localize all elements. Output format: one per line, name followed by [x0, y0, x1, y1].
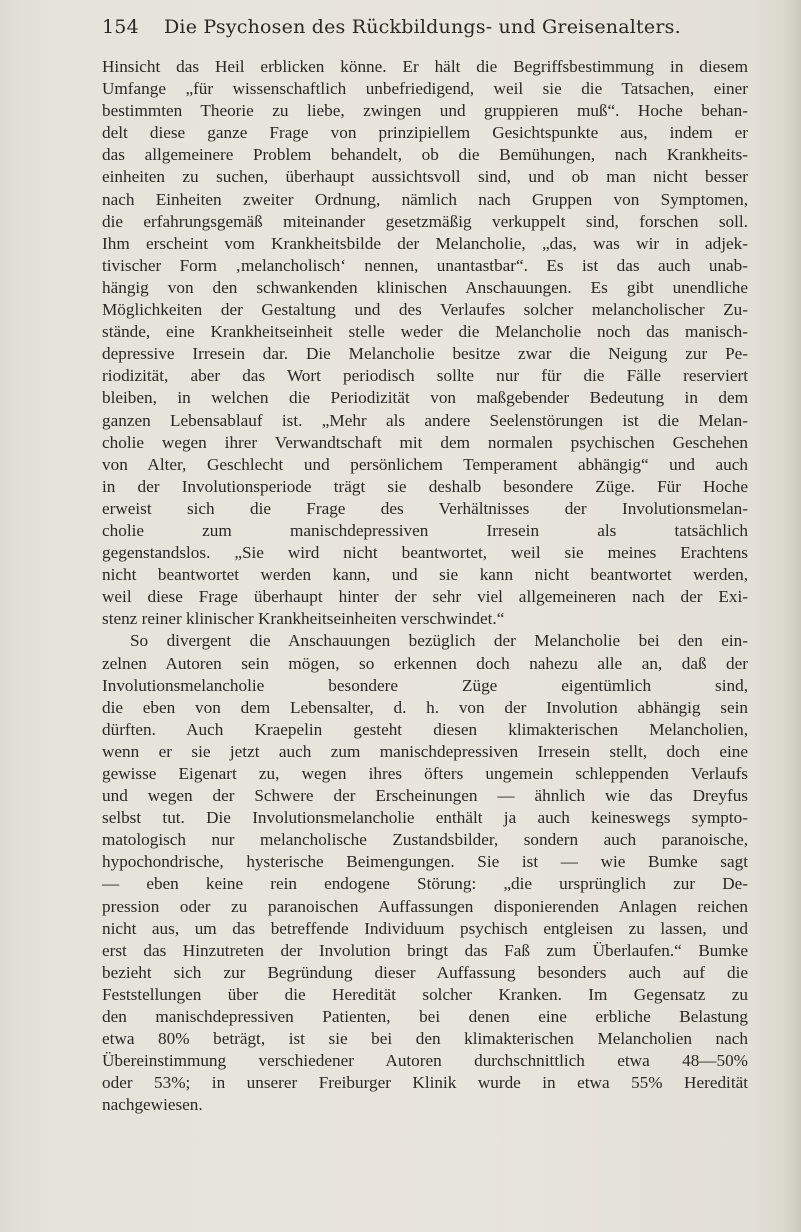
text-line: tivischer Form ‚melancholisch‘ nennen, unantastbar“. Es ist das auch unab- [102, 255, 748, 275]
text-line: hängig von den schwankenden klinischen Anschauungen. Es gibt unendliche [102, 277, 748, 297]
text-line: Umfange „für wissenschaftlich unbefriedigend, weil sie die Tatsachen, einer [102, 79, 748, 99]
text-line: gegenstandslos. „Sie wird nicht beantwortet, weil sie meines Erachtens [102, 543, 748, 563]
text-line: hypochondrische, hysterische Beimengungen. Sie ist — wie Bumke sagt [102, 852, 748, 872]
page-number: 154 [102, 16, 139, 38]
text-line: delt diese ganze Frage von prinzipiellem Gesichtspunkte aus, indem er [102, 123, 748, 143]
text-line: weil diese Frage überhaupt hinter der sehr viel allgemeineren nach der Exi- [102, 587, 748, 607]
text-line: Ihm erscheint vom Krankheitsbilde der Melancholie, „das, was wir in adjek- [102, 233, 748, 253]
text-line: So divergent die Anschauungen bezüglich der Melancholie bei den ein- [130, 631, 748, 651]
text-line: — eben keine rein endogene Störung: „die ursprünglich zur De- [102, 874, 748, 894]
text-line: erweist sich die Frage des Verhältnisses der Involutionsmelan- [102, 498, 748, 518]
text-line: das allgemeinere Problem behandelt, ob die Bemühungen, nach Krankheits- [102, 145, 748, 165]
text-line: nach Einheiten zweiter Ordnung, nämlich nach Gruppen von Symptomen, [102, 189, 748, 209]
text-line: cholie wegen ihrer Verwandtschaft mit dem normalen psychischen Geschehen [102, 432, 748, 452]
page-edge-shadow [783, 0, 801, 1232]
text-line: Möglichkeiten der Gestaltung und des Verlaufes solcher melancholischer Zu- [102, 300, 748, 320]
text-line: zelnen Autoren sein mögen, so erkennen doch nahezu alle an, daß der [102, 653, 748, 673]
text-line: gewisse Eigenart zu, wegen ihres öfters ungemein schleppenden Verlaufs [102, 764, 748, 783]
text-line: einheiten zu suchen, überhaupt aussichtsvoll sind, und ob man nicht besser [102, 167, 748, 187]
text-line: Feststellungen über die Heredität solcher Kranken. Im Gegensatz zu [102, 984, 748, 1004]
body-text [102, 56, 748, 1117]
text-line: pression oder zu paranoischen Auffassungen disponierenden Anlagen reichen [102, 896, 748, 916]
text-line: bleiben, in welchen die Periodizität von maßgebender Bedeutung in dem [102, 388, 748, 408]
text-line: erst das Hinzutreten der Involution bringt das Faß zum Überlaufen.“ Bumke [102, 940, 748, 960]
text-line: nicht aus, um das betreffende Individuum psychisch entgleisen zu lassen, und [102, 918, 748, 938]
text-line: oder 53%; in unserer Freiburger Klinik wurde in etwa 55% Heredität [102, 1073, 748, 1093]
text-line: stenz reiner klinischer Krankheitseinheiten verschwindet.“ [102, 609, 505, 629]
text-line: selbst tut. Die Involutionsmelancholie enthält ja auch keineswegs sympto- [102, 808, 748, 828]
page-header [102, 16, 742, 44]
text-line: wenn er sie jetzt auch zum manischdepressiven Irresein stellt, doch eine [102, 741, 748, 761]
text-line: die erfahrungsgemäß miteinander gesetzmäßig verkuppelt sind, forschen soll. [102, 211, 748, 231]
text-line: die eben von dem Lebensalter, d. h. von der Involution abhängig sein [102, 697, 748, 717]
text-line: und wegen der Schwere der Erscheinungen — ähnlich wie das Dreyfus [102, 786, 748, 806]
text-line: in der Involutionsperiode trägt sie deshalb besondere Züge. Für Hoche [102, 476, 748, 496]
text-line: bestimmten Theorie zu liebe, zwingen und gruppieren muß“. Hoche behan- [102, 101, 748, 121]
text-line: nachgewiesen. [102, 1095, 203, 1115]
text-line: Hinsicht das Heil erblicken könne. Er hält die Begriffsbestimmung in diesem [102, 57, 748, 76]
text-line: cholie zum manischdepressiven Irresein als tatsächlich [102, 520, 748, 540]
text-line: stände, eine Krankheitseinheit stelle weder die Melancholie noch das manisch- [102, 322, 748, 342]
text-line: ganzen Lebensablauf ist. „Mehr als andere Seelenstörungen ist die Melan- [102, 410, 748, 430]
text-line: riodizität, aber das Wort periodisch sollte nur für die Fälle reserviert [102, 366, 748, 386]
text-line: etwa 80% beträgt, ist sie bei den klimakterischen Melancholien nach [102, 1029, 748, 1049]
text-line: dürften. Auch Kraepelin gesteht diesen klimakterischen Melancholien, [102, 719, 748, 739]
text-line: depressive Irresein dar. Die Melancholie besitze zwar die Neigung zur Pe- [102, 344, 748, 364]
text-line: von Alter, Geschlecht und persönlichem Temperament abhängig“ und auch [102, 454, 748, 474]
text-line: bezieht sich zur Begründung dieser Auffassung besonders auch auf die [102, 962, 748, 982]
text-line: matologisch nur melancholische Zustandsbilder, sondern auch paranoische, [102, 830, 748, 850]
running-head: Die Psychosen des Rückbildungs- und Greisenalters. [164, 16, 681, 38]
text-line: nicht beantwortet werden kann, und sie kann nicht beantwortet werden, [102, 565, 748, 585]
text-line: Übereinstimmung verschiedener Autoren durchschnittlich etwa 48—50% [102, 1051, 748, 1071]
text-line: Involutionsmelancholie besondere Züge eigentümlich sind, [102, 675, 748, 695]
text-line: den manischdepressiven Patienten, bei denen eine erbliche Belastung [102, 1007, 748, 1027]
